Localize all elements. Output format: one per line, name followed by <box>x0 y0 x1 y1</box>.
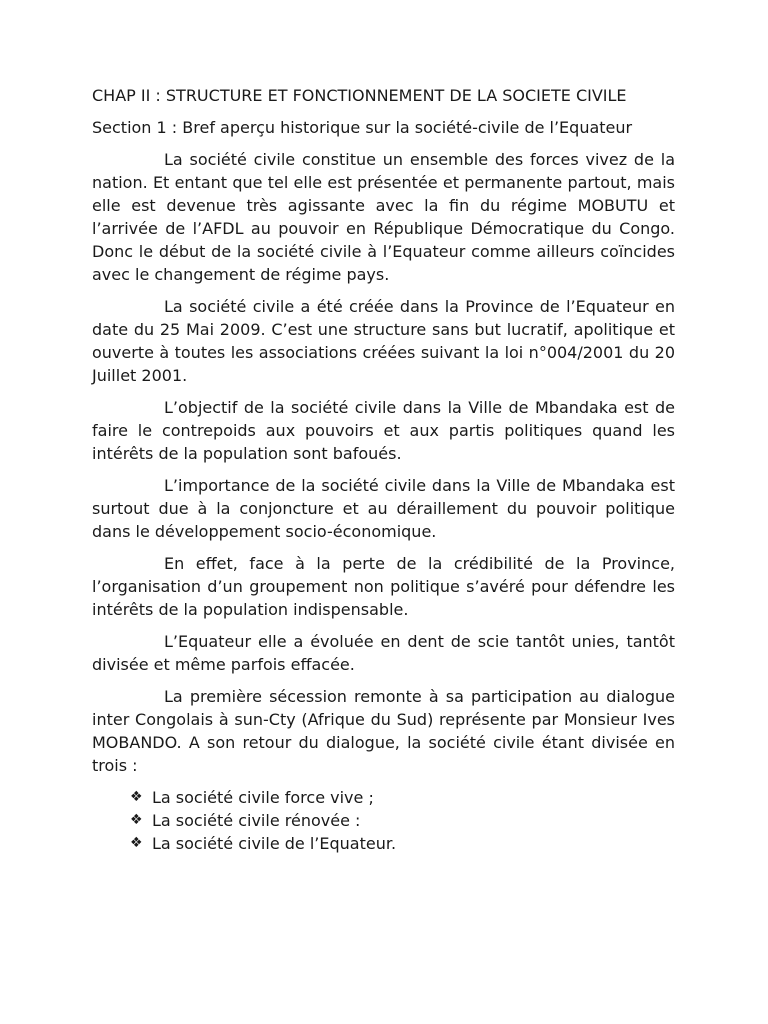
bullet-list <box>92 786 675 855</box>
four-diamond-bullet-icon: ❖ <box>130 789 143 805</box>
list-item <box>130 832 675 855</box>
list-item <box>130 786 675 809</box>
paragraph-7: La première sécession remonte à sa participation au dialogue inter Congolais à sun-Cty (Afrique du Sud) représente par Monsieur Ives MOBANDO. A son retour du dialogue, la société civile étant divisée en trois : <box>92 687 675 775</box>
four-diamond-bullet-icon: ❖ <box>130 812 143 828</box>
paragraph-6: L’Equateur elle a évoluée en dent de scie tantôt unies, tantôt divisée et même parfois effacée. <box>92 632 675 674</box>
paragraph-3: L’objectif de la société civile dans la Ville de Mbandaka est de faire le contrepoids aux pouvoirs et aux partis politiques quand les intérêts de la population sont bafoués. <box>92 398 675 463</box>
list-item <box>130 809 675 832</box>
document-page <box>92 84 675 855</box>
list-item-label: La société civile rénovée : <box>152 811 361 830</box>
paragraph-4: L’importance de la société civile dans la Ville de Mbandaka est surtout due à la conjoncture et au déraillement du pouvoir politique dans le développement socio-économique. <box>92 476 675 541</box>
list-item-label: La société civile de l’Equateur. <box>152 834 397 853</box>
paragraph-2: La société civile a été créée dans la Province de l’Equateur en date du 25 Mai 2009. C’est une structure sans but lucratif, apolitique et ouverte à toutes les associations créées suivant la loi n°004/2001 du 20 Juillet 2001. <box>92 297 675 385</box>
section-title: Section 1 : Bref aperçu historique sur la société-civile de l’Equateur <box>92 118 633 137</box>
paragraph-1: La société civile constitue un ensemble des forces vivez de la nation. Et entant que tel elle est présentée et permanente partout, mais elle est devenue très agissante avec la fin du régime MOBUTU et l’arrivée de l’AFDL au pouvoir en République Démocratique du Congo. Donc le début de la société civile à l’Equateur comme ailleurs coïncides avec le changement de régime pays. <box>92 150 675 284</box>
four-diamond-bullet-icon: ❖ <box>130 835 143 851</box>
paragraph-5: En effet, face à la perte de la crédibilité de la Province, l’organisation d’un groupement non politique s’avéré pour défendre les intérêts de la population indispensable. <box>92 554 675 619</box>
list-item-label: La société civile force vive ; <box>152 788 374 807</box>
chapter-title: CHAP II : STRUCTURE ET FONCTIONNEMENT DE LA SOCIETE CIVILE <box>92 86 627 105</box>
